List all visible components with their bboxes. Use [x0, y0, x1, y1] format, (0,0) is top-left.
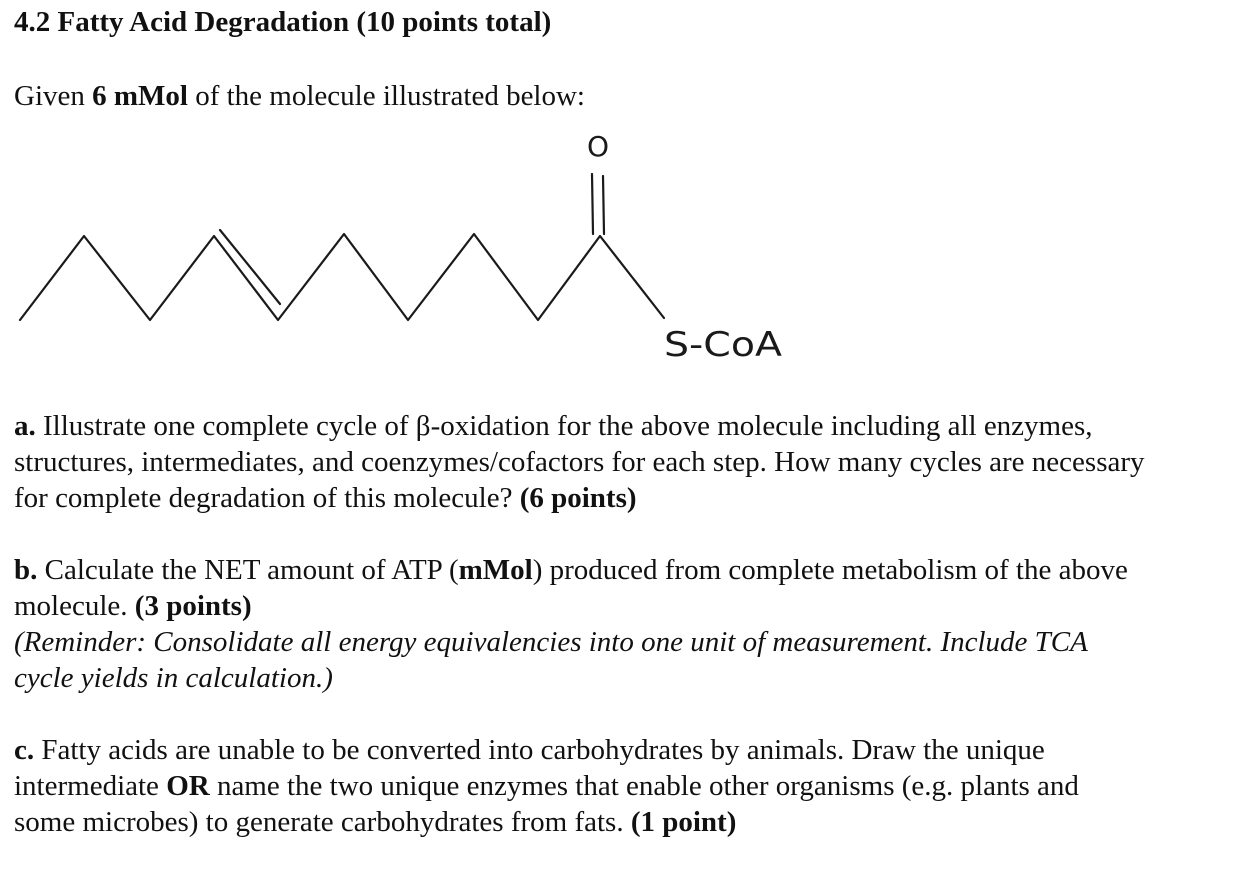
given-suffix: of the molecule illustrated below:: [187, 80, 585, 112]
part-a-text-1: Illustrate one complete cycle of β-oxidation for the above molecule including all enzymes,: [35, 410, 1093, 442]
part-b-reminder-text-2: cycle yields in calculation.): [14, 662, 333, 694]
part-b-reminder-1: [14, 624, 1088, 660]
part-c-or: OR: [166, 770, 210, 802]
part-b-unit: mMol: [458, 554, 533, 586]
section-heading: 4.2 Fatty Acid Degradation (10 points total): [14, 6, 552, 38]
carbonyl-bond-right: [603, 176, 604, 234]
molecule-structure: [0, 118, 800, 368]
part-c-text-2a: intermediate: [14, 770, 167, 802]
part-a-line-3: [14, 480, 637, 516]
part-b-line-1: [14, 552, 1128, 588]
part-a-points: (6 points): [519, 482, 637, 514]
carbonyl-bond-left: [592, 174, 593, 234]
part-c-line-3: [14, 804, 736, 840]
given-prefix: Given: [14, 80, 93, 112]
part-b-letter: b.: [14, 554, 38, 586]
double-bond-line: [220, 230, 280, 304]
part-c-text-1: Fatty acids are unable to be converted into carbohydrates by animals. Draw the unique: [34, 734, 1045, 766]
part-b-points: (3 points): [134, 590, 252, 622]
part-c-letter: c.: [14, 734, 35, 766]
thioester-label: S-CoA: [664, 325, 782, 365]
oxygen-label: O: [586, 130, 610, 163]
part-a-text-3: for complete degradation of this molecule?: [14, 482, 520, 514]
part-b-text-1b: ) produced from complete metabolism of the above: [532, 554, 1128, 586]
part-b-text-1a: Calculate the NET amount of ATP (: [37, 554, 459, 586]
given-statement: [14, 78, 585, 114]
part-b-line-2: [14, 588, 252, 624]
part-b-reminder-text-1: (Reminder: Consolidate all energy equivalencies into one unit of measurement. Include TCA: [14, 626, 1088, 658]
part-a-text-2: structures, intermediates, and coenzymes/cofactors for each step. How many cycles are necessary: [14, 446, 1145, 478]
part-c-line-1: [14, 732, 1045, 768]
given-amount: 6 mMol: [92, 80, 188, 112]
carbon-chain: [20, 234, 664, 320]
part-b-text-2: molecule.: [14, 590, 135, 622]
part-a-line-1: [14, 408, 1093, 444]
part-b-reminder-2: [14, 660, 333, 696]
part-c-points: (1 point): [630, 806, 737, 838]
part-c-text-2b: name the two unique enzymes that enable other organisms (e.g. plants and: [209, 770, 1079, 802]
part-c-text-3: some microbes) to generate carbohydrates from fats.: [14, 806, 631, 838]
part-a-letter: a.: [14, 410, 36, 442]
part-a-line-2: [14, 444, 1145, 480]
part-c-line-2: [14, 768, 1079, 804]
